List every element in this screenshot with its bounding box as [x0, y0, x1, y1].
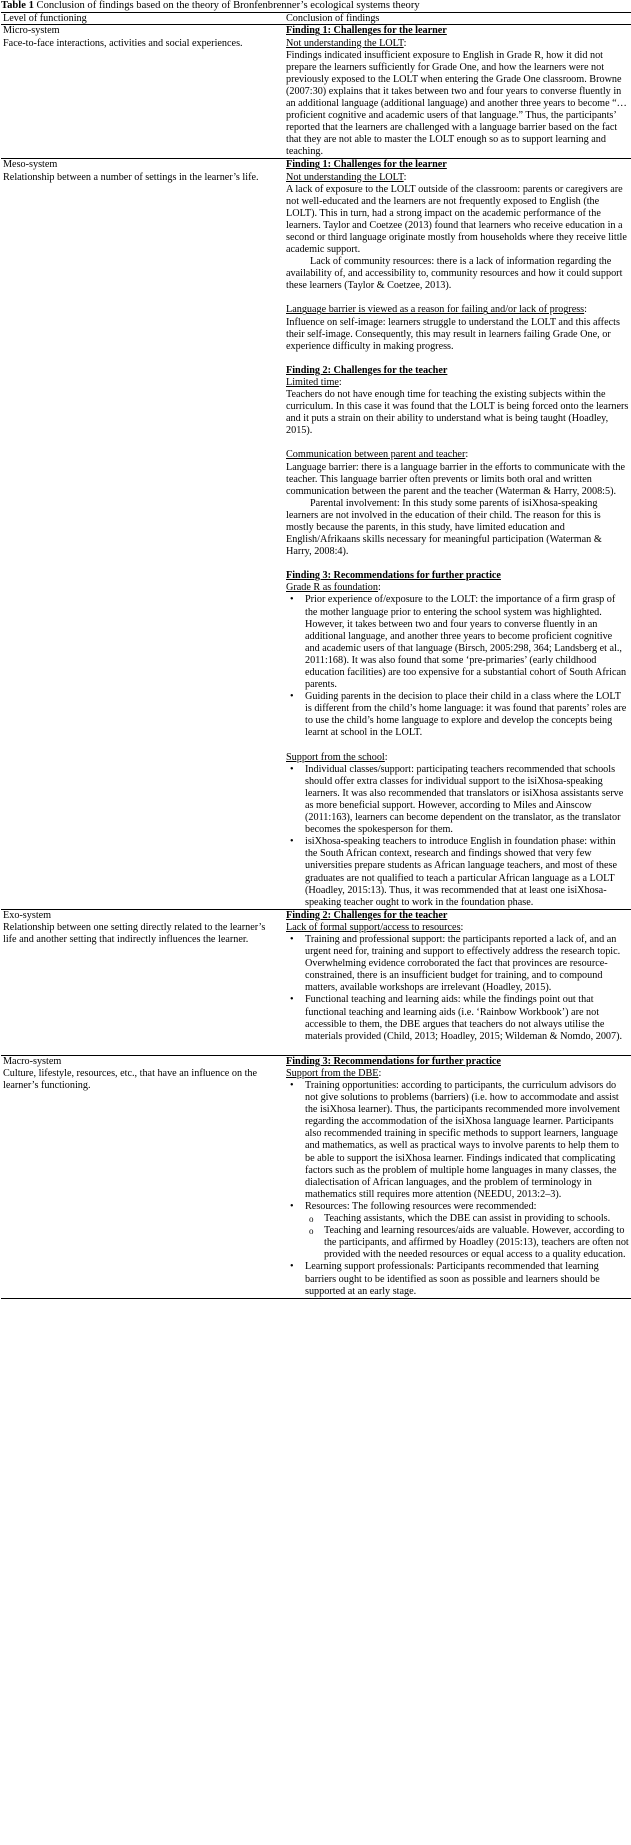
table-row-micro: [1, 25, 631, 159]
level-title: Meso-system: [3, 159, 58, 171]
table-row-exo: [1, 909, 631, 1055]
table-caption-text: Conclusion of findings based on the theory of Bronfenbrenner’s ecological systems theory: [33, 0, 420, 11]
list-item: • Functional teaching and learning aids: while the findings point out that functional teaching and learning aids (i.e. ‘Rainbow Workbook’) are not accessible to them, the DBE argues that teachers do not always utilise the materials provided (Child, 2013; Hoadley, 2015; Wildeman & Nomdo, 2007).: [305, 994, 629, 1042]
list-item: • Training opportunities: according to participants, the curriculum advisors do not give solutions to problems (barriers) (i.e. how to accommodate and assist the isiXhosa learner). Thus, the participants recommended more involvement regarding the accommodation of the isiXhosa language learner. Participants also recommended training in specific methods to support learners, language and mathematics, as well as practical ways to involve parents to help them to be able to support the isiXhosa learner. Findings indicated that complicating factors such as the problem of multiple home languages in many classes, the dialectisation of African languages, and the problem of terminology in mathematics still requires more attention (NEEDU, 2013:2–3).: [305, 1080, 629, 1201]
finding-title: Finding 1: Challenges for the learner: [286, 25, 447, 37]
table-header-row: [1, 13, 631, 25]
level-cell: [1, 1055, 284, 1298]
list-item-text: Resources: The following resources were recommended:: [305, 1200, 537, 1212]
paragraph: Influence on self-image: learners struggle to understand the LOLT and this affects their self-image. Consequently, this may result in learners failing Grade One, or experience difficulty in making progress.: [286, 316, 620, 352]
paragraph: Parental involvement: In this study some parents of isiXhosa-speaking learners are not involved in the education of their child. The reason for this is mostly because the parents, in this study, have limited education and English/Afrikaans skills necessary for meaningful participation (Waterman & Harry, 2008:4).: [286, 497, 602, 558]
findings-cell: [284, 1055, 631, 1298]
subheading-row: Support from the DBE:: [286, 1067, 382, 1079]
subheading: Limited time: [286, 376, 339, 388]
level-cell: [1, 159, 284, 909]
bullet-list: [286, 934, 629, 1043]
table-caption: [1, 0, 631, 12]
level-description: Relationship between a number of settings in the learner’s life.: [3, 171, 259, 183]
level-title: Micro-system: [3, 25, 60, 37]
subheading: Lack of formal support/access to resources: [286, 921, 461, 933]
subheading-row: Communication between parent and teacher:: [286, 449, 469, 461]
sub-list-item: o Teaching assistants, which the DBE can assist in providing to schools.: [324, 1213, 629, 1225]
level-description: Face-to-face interactions, activities and social experiences.: [3, 37, 243, 49]
finding-title: Finding 3: Recommendations for further practice: [286, 570, 501, 582]
level-cell: [1, 25, 284, 159]
subheading: Grade R as foundation: [286, 582, 378, 594]
list-item: • Training and professional support: the participants reported a lack of, and an urgent need for, training and support to effectively address the research topic. Overwhelming evidence corroborated the fact that provinces are resource-constrained, there is an insufficient budget for training, and to compound matters, available workshops are irrelevant (Hoadley, 2015).: [305, 934, 629, 994]
subheading-row: Not understanding the LOLT:: [286, 171, 407, 183]
finding-title: Finding 2: Challenges for the teacher: [286, 364, 448, 376]
list-item: • Guiding parents in the decision to place their child in a class where the LOLT is different from the child’s home language: it was found that parents’ roles are to use the child’s home language to explore and develop the concepts being learnt at school in the LOLT.: [305, 691, 629, 739]
list-item: • Learning support professionals: Participants recommended that learning barriers ought to be identified as soon as possible and learners should be supported at an early stage.: [305, 1261, 629, 1297]
findings-cell: [284, 159, 631, 909]
level-description: Relationship between one setting directly related to the learner’s life and another setting that indirectly influences the learner.: [3, 921, 266, 945]
paragraph: Lack of community resources: there is a lack of information regarding the availability of, and accessibility to, community resources and how it could support these learners (Taylor & Coetzee, 2013).: [286, 256, 623, 292]
subheading-row: Lack of formal support/access to resources:: [286, 921, 464, 933]
level-title: Exo-system: [3, 909, 52, 921]
table-row-macro: [1, 1055, 631, 1298]
subheading-row: Support from the school:: [286, 751, 388, 763]
bullet-list: [286, 1080, 629, 1298]
table-label: Table 1: [1, 0, 34, 11]
paragraph: Findings indicated insufficient exposure to English in Grade R, how it did not prepare the learners sufficiently for Grade One, and how the learners were not previously exposed to the LOLT when entering the Grade One classroom. Browne (2007:30) explains that it takes between two and four years to converse fluently in an additional language (additional language) and another three years to become “… proficient cognitive and academic users of that language.” Thus, the participants’ reported that the learners are challenged with a language barrier based on the fact that they are not able to master the LOLT enough so as to support learning and teaching.: [286, 49, 627, 158]
findings-table: [1, 12, 631, 1299]
subheading: Language barrier is viewed as a reason for failing and/or lack of progress: [286, 304, 585, 316]
bullet-list: [286, 764, 629, 909]
subheading-row: Language barrier is viewed as a reason for failing and/or lack of progress:: [286, 304, 587, 316]
findings-cell: [284, 909, 631, 1055]
level-cell: [1, 909, 284, 1055]
subheading: Not understanding the LOLT: [286, 171, 404, 183]
subheading-row: Grade R as foundation:: [286, 582, 381, 594]
subheading: Support from the DBE: [286, 1067, 379, 1079]
header-conclusion: Conclusion of findings: [284, 13, 631, 25]
subheading: Not understanding the LOLT: [286, 37, 404, 49]
paragraph: A lack of exposure to the LOLT outside of the classroom: parents or caregivers are not well-educated and the learners are not frequently exposed to English (the LOLT). This in turn, had a strong impact on the academic performance of the learners. Taylor and Coetzee (2013) found that learners who receive education in a second or third language originate mostly from households where they receive little academic support.: [286, 183, 627, 256]
findings-cell: [284, 25, 631, 159]
list-item: • Prior experience of/exposure to the LOLT: the importance of a firm grasp of the mother language prior to entering the school system was highlighted. However, it takes between two and four years to converse fluently in an additional language, and another three years to become proficient cognitive and academic users of that language (Birsch, 2005:298, 364; Landsberg et al., 2011:168). It was also found that some ‘pre-primaries’ (early childhood education facilities) are too expensive for a substantial cohort of South African parents.: [305, 594, 629, 691]
level-description: Culture, lifestyle, resources, etc., that have an influence on the learner’s functioning.: [3, 1067, 258, 1091]
list-item: [305, 1201, 629, 1261]
sub-bullet-list: [305, 1213, 629, 1261]
list-item: • isiXhosa-speaking teachers to introduce English in foundation phase: within the South African context, research and findings showed that very few universities prepare students as African language teachers, and most of these graduates are not qualified to teach a particular African language as a LOLT (Hoadley, 2015:13). Thus, it was recommended that at least one isiXhosa-speaking teacher ought to work in the foundation phase.: [305, 836, 629, 909]
subheading-row: Not understanding the LOLT:: [286, 37, 407, 49]
finding-title: Finding 3: Recommendations for further practice: [286, 1055, 501, 1067]
finding-title: Finding 1: Challenges for the learner: [286, 159, 447, 171]
level-title: Macro-system: [3, 1055, 62, 1067]
header-level: Level of functioning: [1, 13, 284, 25]
finding-title: Finding 2: Challenges for the teacher: [286, 909, 448, 921]
paragraph: Teachers do not have enough time for teaching the existing subjects within the curriculum. In this case it was found that the LOLT is being forced onto the learners and it puts a strain on their ability to understand what is being taught (Hoadley, 2015).: [286, 389, 629, 437]
subheading: Communication between parent and teacher: [286, 449, 466, 461]
subheading-row: Limited time:: [286, 376, 342, 388]
paragraph: Language barrier: there is a language barrier in the efforts to communicate with the teacher. This language barrier often prevents or limits both oral and written communication between the parent and the teacher (Waterman & Harry, 2008:5).: [286, 461, 625, 497]
sub-list-item: o Teaching and learning resources/aids are valuable. However, according to the participants, and affirmed by Hoadley (2015:13), teachers are often not provided with the needed resources or equal access to a quality education.: [324, 1225, 629, 1261]
subheading: Support from the school: [286, 751, 385, 763]
bullet-list: [286, 594, 629, 739]
list-item: • Individual classes/support: participating teachers recommended that schools should offer extra classes for individual support to the isiXhosa-speaking learners. It was also recommended that translators or isiXhosa assistants serve as more beneficial support. However, according to Miles and Ainscow (2011:163), learners can become dependent on the translator, as the translator becomes the spokesperson for them.: [305, 764, 629, 837]
table-row-meso: [1, 159, 631, 909]
